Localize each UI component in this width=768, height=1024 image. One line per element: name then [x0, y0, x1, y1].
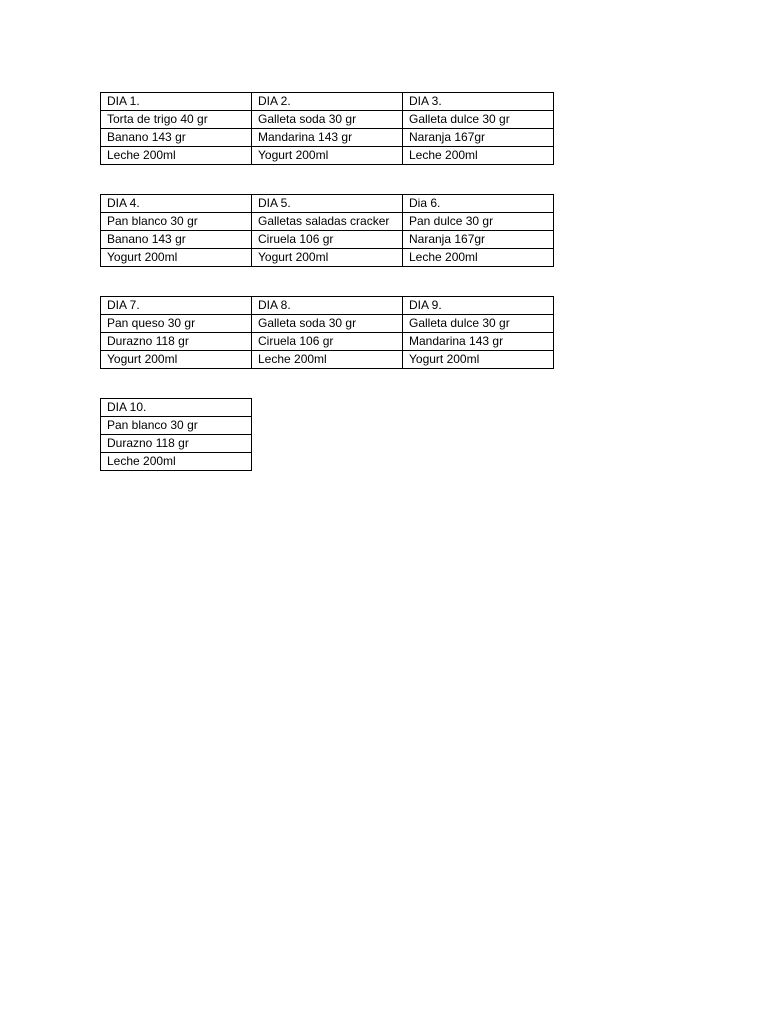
- day-header-cell: DIA 1.: [101, 93, 252, 111]
- table-cell: Galletas saladas cracker: [252, 213, 403, 231]
- table-row: [101, 417, 252, 435]
- day-header-cell: DIA 7.: [101, 297, 252, 315]
- table-cell: Galleta dulce 30 gr: [403, 315, 554, 333]
- table-cell: Galleta soda 30 gr: [252, 111, 403, 129]
- table-cell: Yogurt 200ml: [101, 351, 252, 369]
- table-cell: Pan blanco 30 gr: [101, 417, 252, 435]
- day-header-cell: DIA 10.: [101, 399, 252, 417]
- table-cell: Torta de trigo 40 gr: [101, 111, 252, 129]
- menu-table-days-4-6: [100, 194, 554, 267]
- table-row: [101, 453, 252, 471]
- table-row: [101, 333, 554, 351]
- table-cell: Galleta dulce 30 gr: [403, 111, 554, 129]
- table-cell: Pan dulce 30 gr: [403, 213, 554, 231]
- menu-table-days-1-3: [100, 92, 554, 165]
- table-cell: Yogurt 200ml: [252, 249, 403, 267]
- table-row: [101, 213, 554, 231]
- table-cell: Banano 143 gr: [101, 231, 252, 249]
- table-cell: Naranja 167gr: [403, 129, 554, 147]
- table-cell: Leche 200ml: [252, 351, 403, 369]
- table-cell: Leche 200ml: [403, 249, 554, 267]
- table-row: [101, 435, 252, 453]
- table-cell: Durazno 118 gr: [101, 435, 252, 453]
- menu-table-days-7-9: [100, 296, 554, 369]
- table-cell: Ciruela 106 gr: [252, 333, 403, 351]
- table-row: [101, 249, 554, 267]
- table-row: [101, 129, 554, 147]
- day-header-cell: Dia 6.: [403, 195, 554, 213]
- table-cell: Yogurt 200ml: [252, 147, 403, 165]
- day-header-cell: DIA 4.: [101, 195, 252, 213]
- table-header-row: [101, 399, 252, 417]
- table-row: [101, 231, 554, 249]
- table-cell: Banano 143 gr: [101, 129, 252, 147]
- table-row: [101, 351, 554, 369]
- table-header-row: [101, 195, 554, 213]
- table-row: [101, 111, 554, 129]
- table-cell: Durazno 118 gr: [101, 333, 252, 351]
- table-cell: Leche 200ml: [101, 453, 252, 471]
- table-header-row: [101, 297, 554, 315]
- table-cell: Mandarina 143 gr: [252, 129, 403, 147]
- table-cell: Pan blanco 30 gr: [101, 213, 252, 231]
- table-cell: Ciruela 106 gr: [252, 231, 403, 249]
- table-header-row: [101, 93, 554, 111]
- menu-table-day-10: [100, 398, 252, 471]
- table-cell: Leche 200ml: [101, 147, 252, 165]
- table-cell: Yogurt 200ml: [403, 351, 554, 369]
- table-cell: Naranja 167gr: [403, 231, 554, 249]
- table-cell: Leche 200ml: [403, 147, 554, 165]
- day-header-cell: DIA 3.: [403, 93, 554, 111]
- table-row: [101, 315, 554, 333]
- day-header-cell: DIA 5.: [252, 195, 403, 213]
- table-cell: Yogurt 200ml: [101, 249, 252, 267]
- table-cell: Mandarina 143 gr: [403, 333, 554, 351]
- day-header-cell: DIA 8.: [252, 297, 403, 315]
- table-cell: Galleta soda 30 gr: [252, 315, 403, 333]
- day-header-cell: DIA 2.: [252, 93, 403, 111]
- table-cell: Pan queso 30 gr: [101, 315, 252, 333]
- day-header-cell: DIA 9.: [403, 297, 554, 315]
- table-row: [101, 147, 554, 165]
